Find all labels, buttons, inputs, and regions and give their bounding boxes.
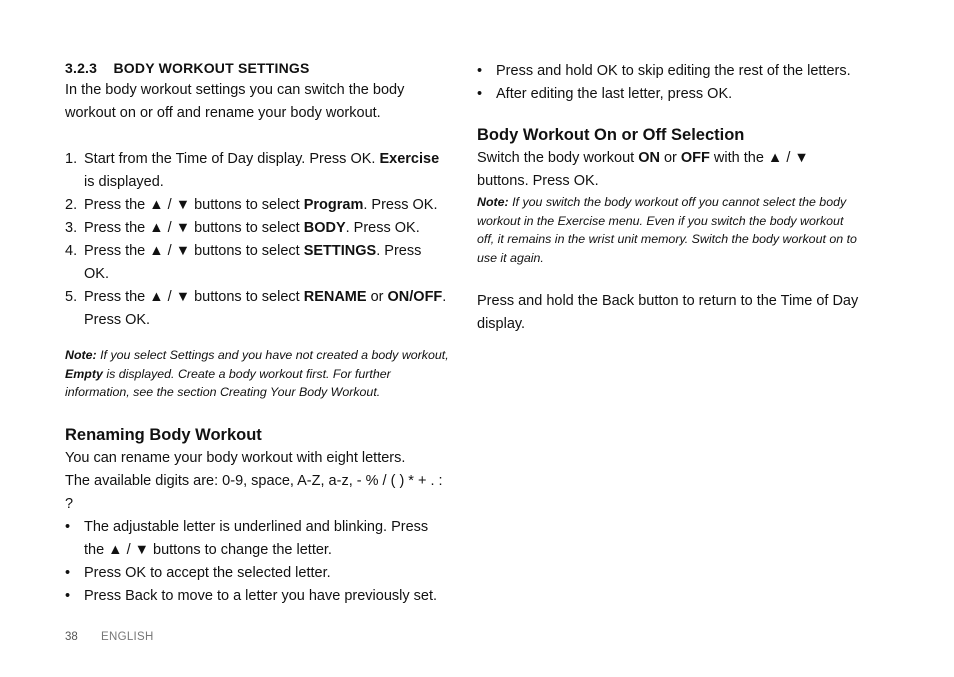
bullet-marker: • <box>65 518 71 535</box>
bullet-marker: • <box>65 564 71 581</box>
onoff-instructions: Switch the body workout ON or OFF with the ▲ / ▼ buttons. Press OK. <box>477 150 809 189</box>
list-item: • Press and hold OK to skip editing the rest of the letters. <box>477 60 862 83</box>
bullet-marker: • <box>477 63 483 79</box>
step-item: 2. Press the ▲ / ▼ buttons to select Program. Press OK. <box>65 194 450 217</box>
list-item: • Press Back to move to a letter you have previously set. <box>65 585 450 608</box>
editing-bullets <box>477 60 862 106</box>
bullet-marker: • <box>477 86 483 102</box>
bullet-marker: • <box>65 587 71 604</box>
note-empty-workout: Note: If you select Settings and you have not created a body workout, Empty is displayed. Create a body workout first. For further information, see the section Creating Your Body Workout. <box>65 348 449 399</box>
step-number: 5. <box>65 289 78 305</box>
page-number: 38 <box>65 631 78 643</box>
onoff-heading: Body Workout On or Off Selection <box>477 126 745 144</box>
steps-list <box>65 148 450 332</box>
list-item: • Press OK to accept the selected letter. <box>65 562 450 585</box>
step-number: 4. <box>65 243 78 259</box>
section-number: 3.2.3 <box>65 60 98 76</box>
step-item: 1. Start from the Time of Day display. Press OK. Exercise is displayed. <box>65 148 450 194</box>
section-heading <box>65 60 450 76</box>
step-number: 3. <box>65 220 78 236</box>
note-label: Note: <box>65 348 97 362</box>
list-item: • After editing the last letter, press OK. <box>477 83 862 106</box>
renaming-heading: Renaming Body Workout <box>65 425 262 444</box>
footer-language: ENGLISH <box>101 631 154 643</box>
note-label: Note: <box>477 195 509 209</box>
left-column <box>65 60 450 608</box>
list-item: • The adjustable letter is underlined and blinking. Press the ▲ / ▼ buttons to change the letter. <box>65 516 450 562</box>
step-item: 5. Press the ▲ / ▼ buttons to select RENAME or ON/OFF. Press OK. <box>65 286 450 332</box>
closing-paragraph: Press and hold the Back button to return to the Time of Day display. <box>477 293 859 332</box>
step-item: 4. Press the ▲ / ▼ buttons to select SETTINGS. Press OK. <box>65 240 450 286</box>
section-title: BODY WORKOUT SETTINGS <box>113 60 310 76</box>
renaming-line-1: You can rename your body workout with eight letters. <box>65 449 406 466</box>
step-number: 2. <box>65 197 78 213</box>
section-intro: In the body workout settings you can switch the body workout on or off and rename your body workout. <box>65 82 405 121</box>
renaming-bullets <box>65 516 450 608</box>
right-column <box>477 60 862 336</box>
step-number: 1. <box>65 151 78 167</box>
step-item: 3. Press the ▲ / ▼ buttons to select BODY. Press OK. <box>65 217 450 240</box>
renaming-line-2: The available digits are: 0-9, space, A-Z, a-z, - % / ( ) * + . : ? <box>65 472 443 512</box>
page-footer <box>65 631 154 643</box>
note-onoff: Note: If you switch the body workout off you cannot select the body workout in the Exercise menu. Even if you switch the body workout off, it remains in the wrist unit memory. Switch the body workout on to use it again. <box>477 195 857 265</box>
